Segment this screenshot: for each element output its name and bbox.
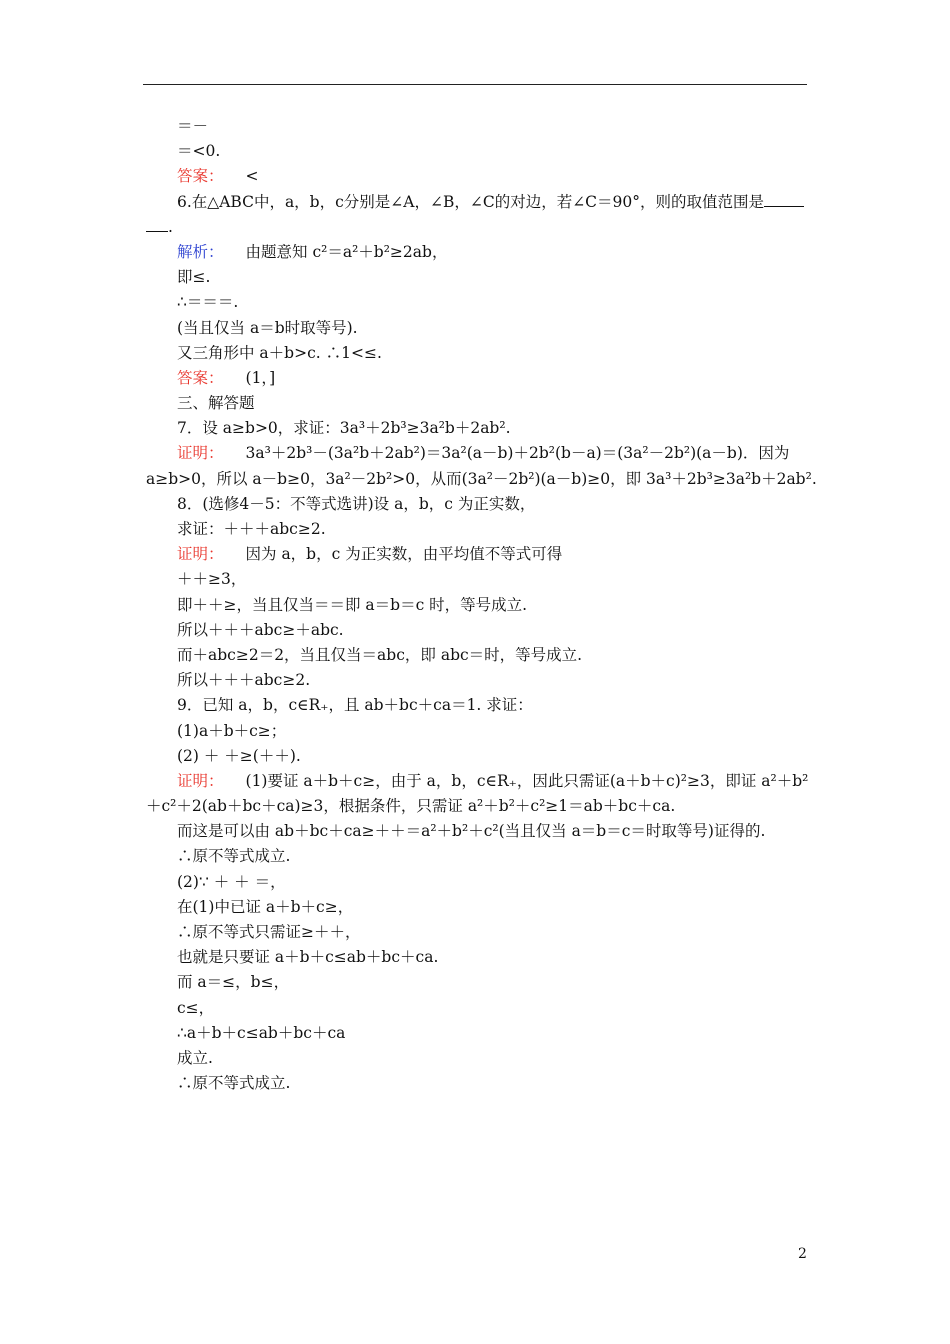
answer-line: 答案： (1，]	[177, 368, 276, 387]
page-number: 2	[798, 1246, 807, 1262]
text-line: (2)∵ ＋ ＋ ＝，	[177, 872, 286, 891]
text-line: ∴原不等式只需证≥＋＋，	[177, 923, 361, 941]
text-line: ∴＝＝＝.	[177, 293, 239, 312]
text-line: ∴原不等式成立.	[177, 1074, 291, 1093]
analysis-label: 解析：	[177, 242, 224, 261]
text-line: 而＋abc≥2＝2，当且仅当＝abc，即 abc＝时，等号成立.	[177, 645, 583, 664]
text-line: (2) ＋ ＋≥(＋＋).	[177, 746, 301, 765]
text-line: ∴a＋b＋c≤ab＋bc＋ca	[177, 1023, 346, 1042]
text-line: ∴原不等式成立.	[177, 847, 291, 866]
text-line: 而 a＝≤，b≤，	[177, 973, 290, 992]
answer-line: 答案： <	[177, 167, 259, 186]
proof-line: 证明： 因为 a，b，c 为正实数，由平均值不等式可得	[177, 545, 563, 564]
answer-label: 答案：	[177, 167, 224, 186]
proof-label: 证明：	[177, 545, 224, 564]
text-line: .	[146, 215, 808, 240]
text-line: 成立.	[177, 1048, 213, 1067]
text-line: 在(1)中已证 a＋b＋c≥，	[177, 897, 354, 916]
text-line: ＋c²＋2(ab＋bc＋ca)≥3，根据条件，只需证 a²＋b²＋c²≥1＝ab＋bc＋ca.	[146, 797, 676, 816]
text-line: c≤，	[177, 998, 215, 1017]
answer-label: 答案：	[177, 368, 224, 387]
question-line: 9．已知 a，b，c∈R₊，且 ab＋bc＋ca＝1. 求证：	[177, 696, 533, 715]
text-line: a≥b>0，所以 a－b≥0，3a²－2b²>0，从而(3a²－2b²)(a－b)≥0，即 3a³＋2b³≥3a²b＋2ab².	[146, 469, 817, 488]
proof-label: 证明：	[177, 771, 224, 790]
header-rule	[143, 84, 807, 85]
text-line: 即≤.	[177, 268, 211, 287]
question-line: 6.在△ABC中，a，b，c分别是∠A，∠B，∠C的对边，若∠C＝90°，则的取值范围是	[146, 190, 808, 215]
text-line: 而这是可以由 ab＋bc＋ca≥＋＋＝a²＋b²＋c²(当且仅当 a＝b＝c＝时取等号)证得的.	[177, 822, 766, 841]
text-line: 又三角形中 a＋b>c. ∴1<≤.	[177, 343, 382, 362]
answer-blank	[764, 206, 804, 207]
question-line: 7．设 a≥b>0，求证：3a³＋2b³≥3a²b＋2ab².	[177, 419, 511, 438]
text-line: 所以＋＋＋abc≥2.	[177, 671, 311, 690]
text-line: (1)a＋b＋c≥；	[177, 721, 287, 740]
text-line: 求证：＋＋＋abc≥2.	[177, 520, 326, 538]
text-line: ＝<0.	[177, 142, 221, 161]
section-heading: 三、解答题	[177, 394, 255, 413]
document-body	[146, 114, 817, 1096]
text-line: (当且仅当 a＝b时取等号).	[177, 318, 358, 337]
proof-line: 证明： (1)要证 a＋b＋c≥，由于 a，b，c∈R₊，因此只需证(a＋b＋c)²≥3，即证 a²＋b²	[177, 771, 809, 790]
text-line: ＝－	[177, 117, 209, 135]
proof-label: 证明：	[177, 444, 224, 463]
answer-blank	[146, 231, 168, 232]
text-line: ＋＋≥3，	[177, 570, 247, 589]
text-line: 所以＋＋＋abc≥＋abc.	[177, 620, 344, 639]
analysis-line: 解析： 由题意知 c²＝a²＋b²≥2ab，	[177, 242, 448, 261]
question-line: 8．(选修4－5：不等式选讲)设 a，b，c 为正实数，	[177, 494, 536, 513]
text-line: 即＋＋≥，当且仅当＝＝即 a＝b＝c 时，等号成立.	[177, 595, 528, 614]
proof-line: 证明： 3a³＋2b³－(3a²b＋2ab²)＝3a²(a－b)＋2b²(b－a)＝(3a²－2b²)(a－b)．因为	[177, 444, 790, 463]
text-line: 也就是只要证 a＋b＋c≤ab＋bc＋ca.	[177, 948, 439, 967]
